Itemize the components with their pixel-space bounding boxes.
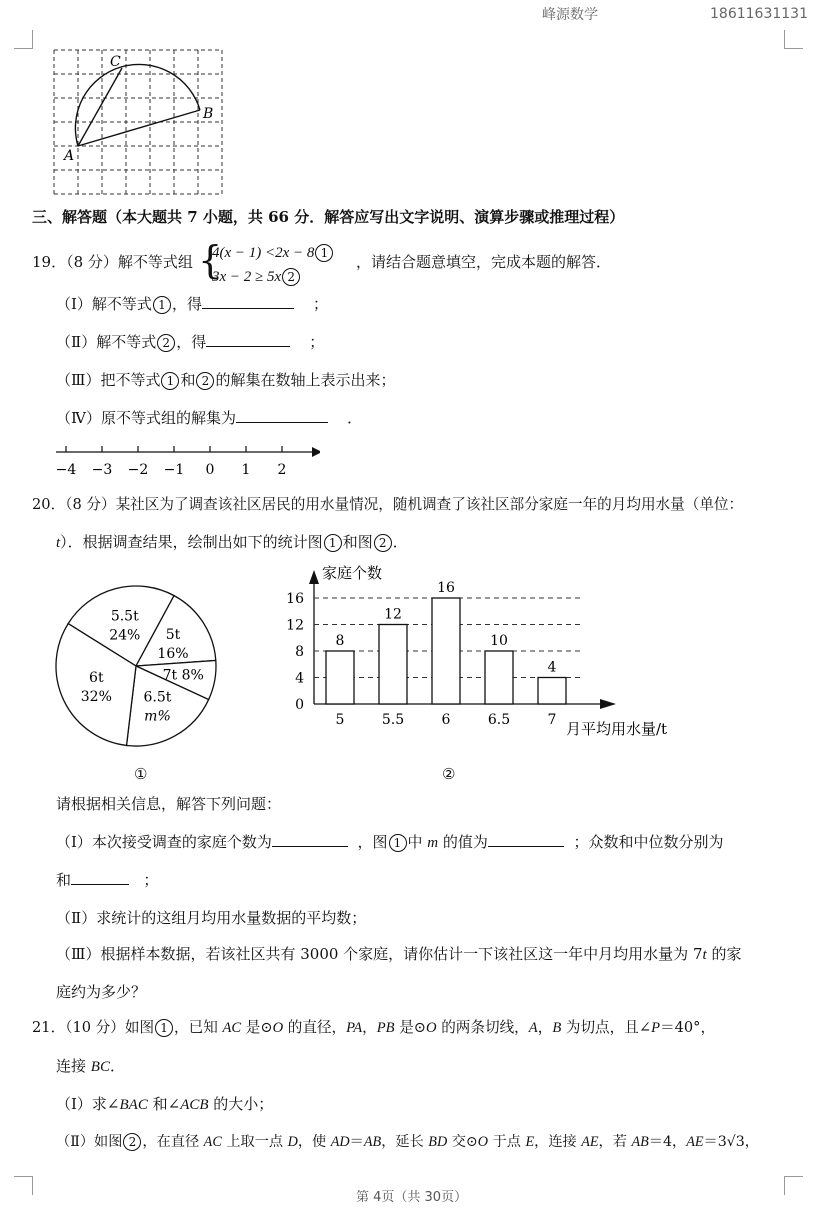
q21-line2: 连接 BC． <box>56 1057 125 1075</box>
pie-slice-value: 32% <box>80 689 112 706</box>
chord-AB <box>78 110 200 146</box>
x-tick-label: 6 <box>441 712 451 728</box>
label-B: B <box>203 106 214 122</box>
q20-part3: （Ⅲ）根据样本数据，若该社区共有 3000 个家庭，请你估计一下该社区这一年中月均用水量为 7t 的家 <box>56 945 742 963</box>
q19-brace: { <box>198 238 223 282</box>
q19-ineq2: 3x − 2 ≥ 5x 2 <box>212 266 301 287</box>
crop-mark-bottom-left <box>14 1176 33 1195</box>
y-tick-label: 8 <box>295 644 304 660</box>
q21-part2: （Ⅱ）如图 2 ，在直径 AC 上取一点 D，使 AD＝AB，延长 BD 交⊙O 于点 E，连接 AE，若 AB＝4，AE＝3√3， <box>56 1134 759 1150</box>
bar-xlabel: 月平均用水量/t <box>566 720 668 738</box>
q20-part1: （Ⅰ）本次接受调查的家庭个数为 ，图 1 中 m 的值为 ；众数和中位数分别为 <box>56 833 724 851</box>
pie-slice-label: 6t <box>89 670 104 687</box>
section-3-title: 三、解答题（本大题共 7 小题，共 66 分．解答应写出文字说明、演算步骤或推理过程） <box>32 208 625 226</box>
pie-slice-label: 5t <box>165 627 181 644</box>
header-phone: 18611631131 <box>710 6 808 22</box>
y-tick-label: 16 <box>286 591 304 607</box>
q18-grid-figure <box>50 46 230 198</box>
label-A: A <box>64 148 75 164</box>
q19-step4: （Ⅳ）原不等式组的解集为 ． <box>56 409 363 427</box>
axis-tick-label: 0 <box>205 462 215 478</box>
q19-step1: （Ⅰ）解不等式 1 ，得 ； <box>56 295 329 313</box>
q19-blank2[interactable] <box>206 332 290 347</box>
header-brand: 峰源数学 <box>542 7 598 23</box>
pie-slice-value: 16% <box>157 646 189 663</box>
q20-part2: （Ⅱ）求统计的这组月均用水量数据的平均数； <box>56 909 367 927</box>
bar-ylabel: 家庭个数 <box>322 564 383 582</box>
axis-tick-label: −1 <box>163 462 185 478</box>
fig1-caption: ① <box>134 765 148 783</box>
bar <box>326 651 354 704</box>
y-tick-label: 0 <box>295 697 304 713</box>
q20-blank-m[interactable] <box>488 832 564 847</box>
axis-tick-label: 1 <box>241 462 251 478</box>
crop-mark-bottom-right <box>784 1176 803 1195</box>
q19-step2: （Ⅱ）解不等式 2 ，得 ； <box>56 333 325 351</box>
q20-line2: t）．根据调查结果，绘制出如下的统计图 1 和图 2 ． <box>56 533 408 551</box>
pie-slice-value: m% <box>144 708 171 725</box>
bar <box>432 598 460 704</box>
bar-value-label: 4 <box>547 659 557 676</box>
q20-blank-median[interactable] <box>71 870 129 885</box>
axis-tick-label: 2 <box>277 462 287 478</box>
q19-blank4[interactable] <box>236 408 328 423</box>
q20-blank-count[interactable] <box>272 832 348 847</box>
q19-number: 19．（8 分）解不等式组 <box>32 253 193 271</box>
bar <box>485 651 513 704</box>
footer-page: 第 4页（共 30页） <box>356 1190 468 1205</box>
label-C: C <box>110 54 121 70</box>
q20-line1: 20．（8 分）某社区为了调查该社区居民的用水量情况，随机调查了该社区部分家庭一年的月均用水量（单位： <box>32 496 744 513</box>
bar-chart <box>282 558 702 748</box>
bar-value-label: 10 <box>490 633 508 649</box>
x-tick-label: 7 <box>547 712 557 728</box>
semicircle-arc <box>75 64 200 146</box>
y-tick-label: 12 <box>286 617 304 634</box>
x-tick-label: 6.5 <box>487 712 511 728</box>
q21-part1: （Ⅰ）求∠BAC 和∠ACB 的大小； <box>56 1095 274 1113</box>
x-tick-label: 5.5 <box>381 712 405 728</box>
pie-chart <box>50 580 222 752</box>
q19-step3: （Ⅲ）把不等式 1 和 2 的解集在数轴上表示出来； <box>56 371 396 389</box>
q19-number-line <box>50 440 320 482</box>
q19-blank1[interactable] <box>202 294 294 309</box>
bar-value-label: 12 <box>384 606 402 623</box>
pie-slice-label: 7t 8% <box>162 667 204 684</box>
q19-tail: ，请结合题意填空，完成本题的解答． <box>356 253 612 271</box>
crop-mark-top-left <box>14 30 33 49</box>
bar-value-label: 8 <box>335 633 345 649</box>
bar <box>538 678 566 705</box>
bar-value-label: 16 <box>437 580 455 596</box>
pie-slice-label: 5.5t <box>110 608 139 625</box>
axis-tick-label: −3 <box>91 462 113 478</box>
bar <box>379 625 407 705</box>
q20-part1-cont: 和 ； <box>56 871 159 889</box>
q19-ineq1: 4(x − 1) <2x − 8 1 <box>212 242 334 263</box>
pie-slice-label: 6.5t <box>143 689 172 706</box>
q20-prompt: 请根据相关信息，解答下列问题： <box>56 795 282 813</box>
fig2-caption: ② <box>442 765 456 783</box>
axis-tick-label: −2 <box>127 462 149 478</box>
y-tick-label: 4 <box>295 670 304 687</box>
q21-line1: 21．（10 分）如图 1 ，已知 AC 是⊙O 的直径，PA，PB 是⊙O 的两条切线，A，B 为切点，且∠P＝40°， <box>32 1019 716 1036</box>
axis-tick-label: −4 <box>55 462 77 478</box>
q20-part3-cont: 庭约为多少？ <box>56 983 147 1001</box>
pie-slice-value: 24% <box>109 627 141 644</box>
x-tick-label: 5 <box>335 712 345 728</box>
crop-mark-top-right <box>784 30 803 49</box>
